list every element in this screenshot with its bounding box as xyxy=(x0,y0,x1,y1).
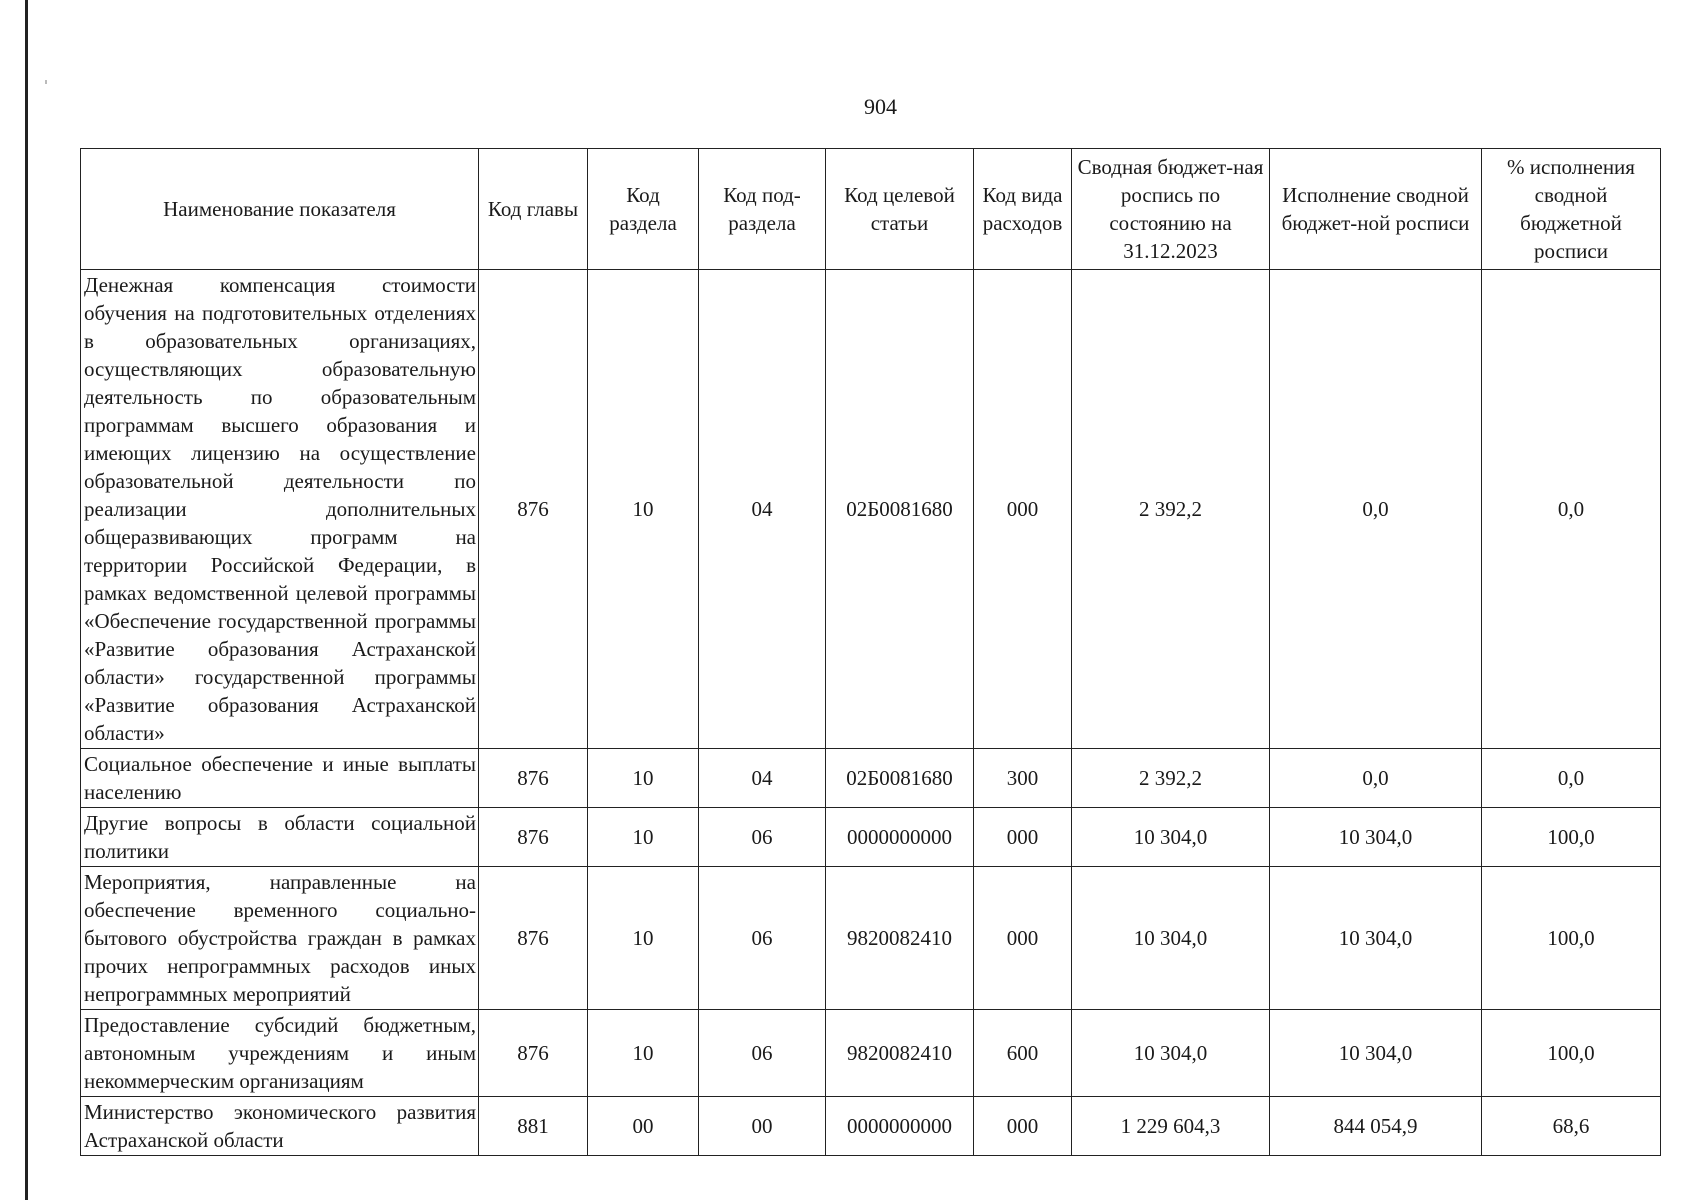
row-expense-type: 000 xyxy=(974,867,1072,1010)
table-row xyxy=(81,808,1661,867)
row-subsection: 04 xyxy=(699,270,826,749)
row-chapter: 876 xyxy=(479,749,588,808)
header-subsection-code: Код под-раздела xyxy=(699,149,826,270)
header-indicator-name: Наименование показателя xyxy=(81,149,479,270)
row-target: 0000000000 xyxy=(826,808,974,867)
row-subsection: 04 xyxy=(699,749,826,808)
table-row xyxy=(81,270,1661,749)
row-execution: 10 304,0 xyxy=(1270,1010,1482,1097)
row-expense-type: 000 xyxy=(974,270,1072,749)
row-chapter: 881 xyxy=(479,1097,588,1156)
header-budget-execution: Исполнение сводной бюджет-ной росписи xyxy=(1270,149,1482,270)
row-percent: 100,0 xyxy=(1482,867,1661,1010)
header-expense-type-code: Код вида расходов xyxy=(974,149,1072,270)
row-execution: 10 304,0 xyxy=(1270,867,1482,1010)
page-number: 904 xyxy=(864,94,897,119)
header-chapter-code: Код главы xyxy=(479,149,588,270)
row-execution: 10 304,0 xyxy=(1270,808,1482,867)
row-percent: 100,0 xyxy=(1482,1010,1661,1097)
row-subsection: 06 xyxy=(699,808,826,867)
header-target-code: Код целевой статьи xyxy=(826,149,974,270)
row-expense-type: 000 xyxy=(974,1097,1072,1156)
row-execution: 0,0 xyxy=(1270,270,1482,749)
row-subsection: 00 xyxy=(699,1097,826,1156)
row-name: Министерство экономического развития Астраханской области xyxy=(81,1097,479,1156)
row-execution: 844 054,9 xyxy=(1270,1097,1482,1156)
row-section: 10 xyxy=(588,867,699,1010)
header-execution-percent: % исполнения сводной бюджетной росписи xyxy=(1482,149,1661,270)
table-row xyxy=(81,1097,1661,1156)
left-margin-line xyxy=(25,0,28,1200)
row-budget: 1 229 604,3 xyxy=(1072,1097,1270,1156)
row-percent: 0,0 xyxy=(1482,270,1661,749)
budget-execution-table xyxy=(80,148,1661,1156)
header-budget-plan: Сводная бюджет-ная роспись по состоянию на 31.12.2023 xyxy=(1072,149,1270,270)
row-expense-type: 600 xyxy=(974,1010,1072,1097)
row-section: 10 xyxy=(588,1010,699,1097)
table-row xyxy=(81,867,1661,1010)
row-budget: 2 392,2 xyxy=(1072,749,1270,808)
row-budget: 2 392,2 xyxy=(1072,270,1270,749)
table-row xyxy=(81,1010,1661,1097)
row-percent: 100,0 xyxy=(1482,808,1661,867)
row-target: 02Б0081680 xyxy=(826,749,974,808)
header-section-code: Код раздела xyxy=(588,149,699,270)
row-name: Мероприятия, направленные на обеспечение временного социально-бытового обустройства граждан в рамках прочих непрограммных расходов иных непрограммных мероприятий xyxy=(81,867,479,1010)
row-section: 00 xyxy=(588,1097,699,1156)
row-budget: 10 304,0 xyxy=(1072,1010,1270,1097)
row-section: 10 xyxy=(588,808,699,867)
row-section: 10 xyxy=(588,749,699,808)
row-subsection: 06 xyxy=(699,1010,826,1097)
row-budget: 10 304,0 xyxy=(1072,867,1270,1010)
row-target: 02Б0081680 xyxy=(826,270,974,749)
scan-mark xyxy=(45,80,47,84)
row-target: 9820082410 xyxy=(826,867,974,1010)
row-chapter: 876 xyxy=(479,1010,588,1097)
row-target: 9820082410 xyxy=(826,1010,974,1097)
row-expense-type: 000 xyxy=(974,808,1072,867)
row-target: 0000000000 xyxy=(826,1097,974,1156)
row-execution: 0,0 xyxy=(1270,749,1482,808)
row-name: Предоставление субсидий бюджетным, автономным учреждениям и иным некоммерческим организациям xyxy=(81,1010,479,1097)
row-expense-type: 300 xyxy=(974,749,1072,808)
table-header-row xyxy=(81,149,1661,270)
row-name: Социальное обеспечение и иные выплаты населению xyxy=(81,749,479,808)
row-name: Другие вопросы в области социальной политики xyxy=(81,808,479,867)
table-row xyxy=(81,749,1661,808)
row-chapter: 876 xyxy=(479,270,588,749)
row-percent: 68,6 xyxy=(1482,1097,1661,1156)
row-chapter: 876 xyxy=(479,808,588,867)
row-budget: 10 304,0 xyxy=(1072,808,1270,867)
row-percent: 0,0 xyxy=(1482,749,1661,808)
row-subsection: 06 xyxy=(699,867,826,1010)
row-name: Денежная компенсация стоимости обучения на подготовительных отделениях в образовательных организациях, осуществляющих образовательную деятельность по образовательным программам высшего образования и имеющих лицензию на осуществление образовательной деятельности по реализации дополнительных общеразвивающих программ на территории Российской Федерации, в рамках ведомственной целевой программы «Обеспечение государственной программы «Развитие образования Астраханской области» государственной программы «Развитие образования Астраханской области» xyxy=(81,270,479,749)
row-section: 10 xyxy=(588,270,699,749)
row-chapter: 876 xyxy=(479,867,588,1010)
